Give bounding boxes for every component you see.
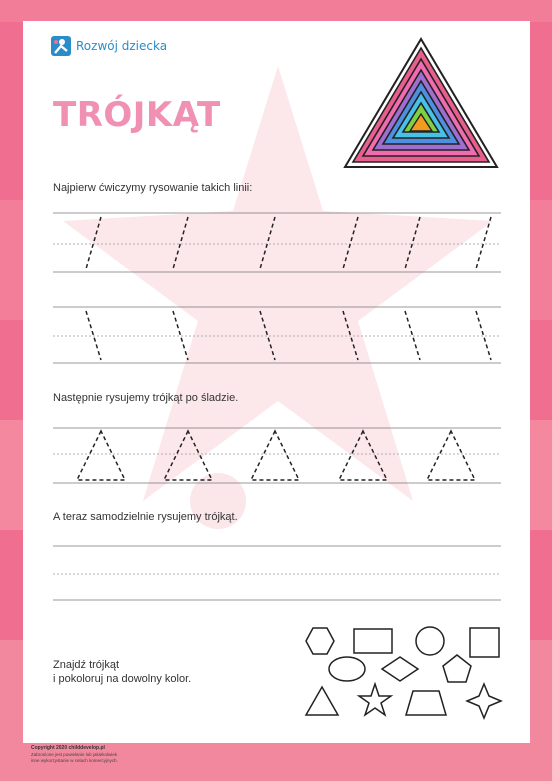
triangle-shape [306,687,338,715]
trapezoid-shape [406,691,446,715]
worksheet-sheet [23,21,530,743]
instruction-trace: Następnie rysujemy trójkąt po śladzie. [53,392,239,404]
logo [51,36,167,56]
circle-shape [416,627,444,655]
rhombus-shape [382,657,418,681]
frame-stripe [0,0,552,22]
instruction-find-line1: Znajdź trójkąt [53,659,120,671]
free-draw-row [53,541,503,605]
page-title: TRÓJKĄT [53,95,221,135]
instruction-draw: A teraz samodzielnie rysujemy trójkąt. [53,511,238,523]
practice-backslashes-row [53,303,503,379]
practice-slashes-row [53,209,503,285]
shapes-grid [303,624,503,730]
square-shape [470,628,499,657]
nested-triangles-icon [341,35,501,171]
footer [31,745,231,764]
rectangle-shape [354,629,392,653]
hexagon-shape [306,628,334,654]
instruction-find-line2: i pokoloruj na dowolny kolor. [53,673,192,685]
notice-line-1: Zabronione jest powielanie lub jakiekolwiek [31,752,118,757]
logo-text: Rozwój dziecka [76,39,168,53]
trace-triangles-row [53,423,503,489]
star-shape [359,684,391,715]
four-point-star-shape [467,684,501,718]
pentagon-shape [443,655,471,682]
instruction-lines: Najpierw ćwiczymy rysowanie takich linii: [53,182,253,194]
copyright-text: Copyright 2020 childdevelop.pl [31,745,105,751]
child-logo-icon [51,36,71,56]
notice-line-2: inne wykorzystanie w celach komercyjnych. [31,758,118,763]
ellipse-shape [329,657,365,681]
